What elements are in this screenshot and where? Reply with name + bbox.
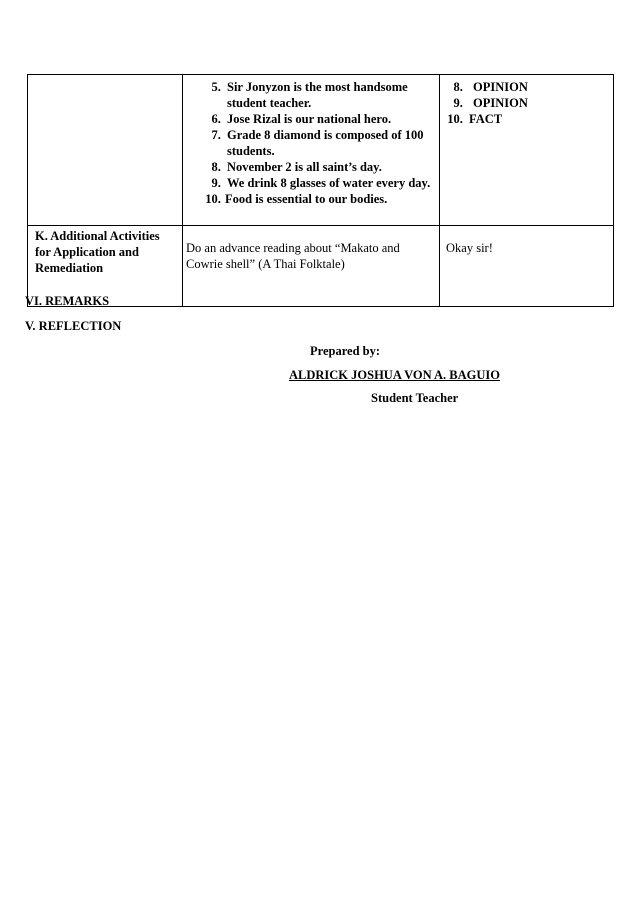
lesson-plan-table — [27, 74, 614, 307]
preparer-name: ALDRICK JOSHUA VON A. BAGUIO — [289, 368, 501, 382]
additional-activities-label: K. Additional Activities for Application and Remediation — [28, 226, 183, 307]
list-item: 9. OPINION — [466, 95, 613, 111]
list-item: 7. Grade 8 diamond is composed of 100 students. — [224, 127, 439, 159]
reflection-heading: V. REFLECTION — [25, 319, 122, 333]
list-item: 10. FACT — [466, 111, 613, 127]
remarks-heading: VI. REMARKS — [25, 294, 110, 308]
list-item: 9. We drink 8 glasses of water every day. — [224, 175, 439, 191]
list-item: 8. OPINION — [466, 79, 613, 95]
additional-activity-text: Do an advance reading about “Makato and Cowrie shell” (A Thai Folktale) — [183, 226, 440, 307]
table-row — [28, 226, 614, 307]
list-item: 8. November 2 is all saint’s day. — [224, 159, 439, 175]
prepared-by-label: Prepared by: — [310, 344, 381, 358]
list-item: 10. Food is essential to our bodies. — [224, 191, 439, 207]
statements-cell — [183, 75, 440, 226]
empty-cell — [28, 75, 183, 226]
student-response-text: Okay sir! — [440, 226, 614, 307]
statement-list — [183, 79, 439, 207]
preparer-role: Student Teacher — [371, 391, 459, 405]
answer-list — [440, 79, 613, 127]
answers-cell — [440, 75, 614, 226]
list-item: 5. Sir Jonyzon is the most handsome student teacher. — [224, 79, 439, 111]
table-row — [28, 75, 614, 226]
list-item: 6. Jose Rizal is our national hero. — [224, 111, 439, 127]
